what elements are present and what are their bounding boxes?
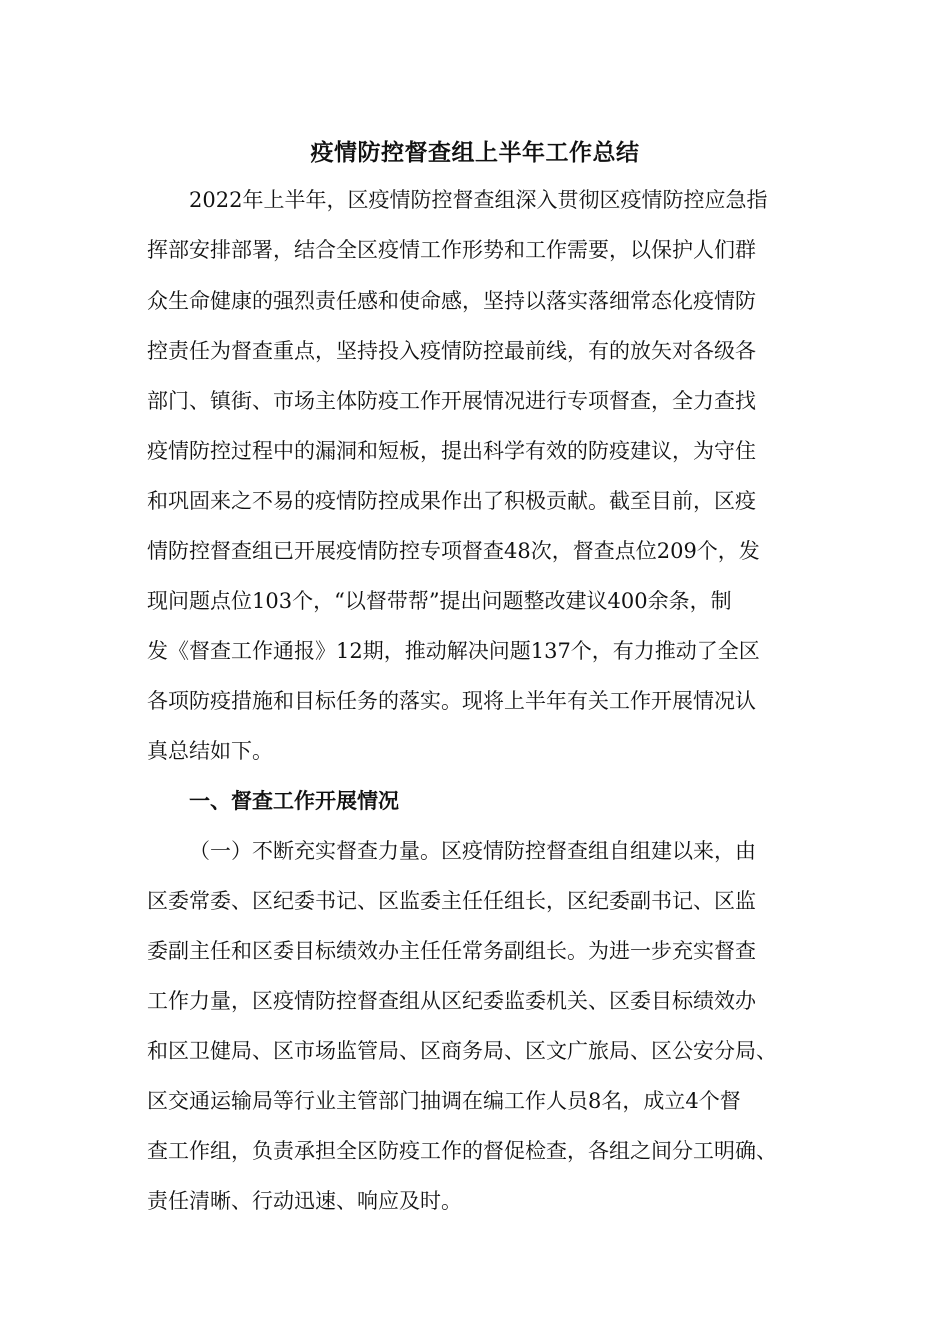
paragraph-line: 工作力量，区疫情防控督查组从区纪委监委机关、区委目标绩效办 — [147, 989, 756, 1013]
paragraph-line: 2022年上半年，区疫情防控督查组深入贯彻区疫情防控应急指 — [189, 188, 768, 212]
paragraph-line: 和巩固来之不易的疫情防控成果作出了积极贡献。截至目前，区疫 — [147, 489, 756, 513]
paragraph-line: 各项防疫措施和目标任务的落实。现将上半年有关工作开展情况认 — [147, 689, 756, 713]
paragraph-line: 疫情防控过程中的漏洞和短板，提出科学有效的防疫建议，为守住 — [147, 439, 756, 463]
paragraph-line: 现问题点位103个，“以督带帮”提出问题整改建议400余条，制 — [147, 589, 732, 613]
paragraph-line: 部门、镇街、市场主体防疫工作开展情况进行专项督查，全力查找 — [147, 389, 756, 413]
paragraph-line: 挥部安排部署，结合全区疫情工作形势和工作需要，以保护人们群 — [147, 238, 756, 262]
paragraph-line: 区交通运输局等行业主管部门抽调在编工作人员8名，成立4个督 — [147, 1089, 741, 1113]
paragraph-line: 众生命健康的强烈责任感和使命感，坚持以落实落细常态化疫情防 — [147, 289, 756, 313]
paragraph-line: 控责任为督查重点，坚持投入疫情防控最前线，有的放矢对各级各 — [147, 339, 756, 363]
paragraph-line: （一）不断充实督查力量。区疫情防控督查组自组建以来，由 — [189, 839, 756, 863]
paragraph-line: 责任清晰、行动迅速、响应及时。 — [147, 1189, 462, 1213]
paragraph-line: 查工作组，负责承担全区防疫工作的督促检查，各组之间分工明确、 — [147, 1139, 777, 1163]
section-heading: 一、督查工作开展情况 — [189, 788, 399, 813]
paragraph-line: 情防控督查组已开展疫情防控专项督查48次，督查点位209个，发 — [147, 539, 760, 563]
paragraph-line: 发《督查工作通报》12期，推动解决问题137个，有力推动了全区 — [147, 639, 760, 663]
paragraph-line: 和区卫健局、区市场监管局、区商务局、区文广旅局、区公安分局、 — [147, 1039, 777, 1063]
paragraph-line: 区委常委、区纪委书记、区监委主任任组长，区纪委副书记、区监 — [147, 889, 756, 913]
paragraph-line: 委副主任和区委目标绩效办主任任常务副组长。为进一步充实督查 — [147, 939, 756, 963]
paragraph-line: 真总结如下。 — [147, 739, 273, 763]
document-title: 疫情防控督查组上半年工作总结 — [310, 139, 640, 166]
